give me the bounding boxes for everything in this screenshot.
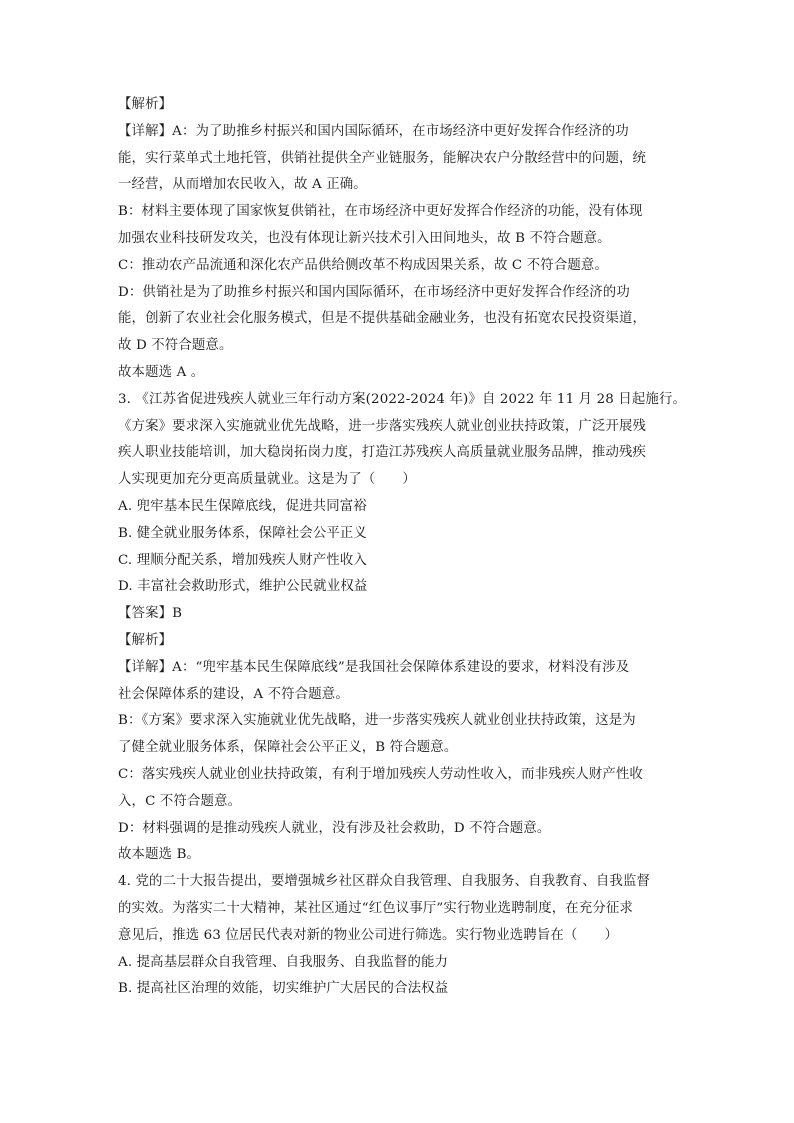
- text-line: 人实现更加充分更高质量就业。这是为了（ ）: [118, 472, 416, 488]
- text-line: 疾人职业技能培训，加大稳岗拓岗力度，打造江苏残疾人高质量就业服务品牌，推动残疾: [118, 445, 647, 461]
- text-line: 能，创新了农业社会化服务模式，但是不提供基础金融业务，也没有拓宽农民投资渠道，: [118, 311, 647, 327]
- text-line: A. 兜牢基本民生保障底线，促进共同富裕: [118, 498, 367, 514]
- text-line: 了健全就业服务体系，保障社会公平正义，B 符合题意。: [118, 740, 458, 756]
- text-line: 故本题选 A 。: [118, 364, 205, 380]
- text-line: 一经营，从而增加农民收入，故 A 正确。: [118, 177, 367, 193]
- text-line: 的实效。为落实二十大精神，某社区通过“红色议事厅”实行物业选聘制度，在充分征求: [118, 900, 633, 916]
- text-line: D：供销社是为了助推乡村振兴和国内国际循环，在市场经济中更好发挥合作经济的功: [118, 284, 630, 300]
- text-line: C：落实残疾人就业创业扶持政策，有利于增加残疾人劳动性收入，而非残疾人财产性收: [118, 766, 643, 782]
- text-line: 入，C 不符合题意。: [118, 793, 242, 809]
- text-line: C：推动农产品流通和深化农产品供给侧改革不构成因果关系，故 C 不符合题意。: [118, 257, 608, 273]
- document-body: [118, 92, 687, 1003]
- text-line: B：《方案》要求深入实施就业优先战略，进一步落实残疾人就业创业扶持政策，这是为: [118, 713, 636, 729]
- text-line: 4. 党的二十大报告提出，要增强城乡社区群众自我管理、自我服务、自我教育、自我监督: [118, 874, 651, 890]
- text-line: 社会保障体系的建设，A 不符合题意。: [118, 686, 349, 702]
- text-line: 【详解】A：“兜牢基本民生保障底线”是我国社会保障体系建设的要求，材料没有涉及: [118, 659, 630, 675]
- text-line: 故 D 不符合题意。: [118, 338, 233, 354]
- text-line: 能，实行菜单式土地托管，供销社提供全产业链服务，能解决农户分散经营中的问题，统: [118, 150, 647, 166]
- text-line: 故本题选 B。: [118, 847, 201, 863]
- text-line: B：材料主要体现了国家恢复供销社，在市场经济中更好发挥合作经济的功能，没有体现: [118, 204, 643, 220]
- text-line: 3. 《江苏省促进残疾人就业三年行动方案(2022-2024 年)》自 2022 年 11 月 28 日起施行。: [118, 391, 687, 407]
- text-line: D. 丰富社会救助形式，维护公民就业权益: [118, 579, 368, 595]
- text-line: D：材料强调的是推动残疾人就业，没有涉及社会救助，D 不符合题意。: [118, 820, 551, 836]
- text-line: 加强农业科技研发攻关，也没有体现让新兴技术引入田间地头，故 B 不符合题意。: [118, 230, 611, 246]
- text-line: 意见后，推选 63 位居民代表对新的物业公司进行筛选。实行物业选聘旨在（ ）: [118, 927, 619, 943]
- text-line: B. 健全就业服务体系，保障社会公平正义: [118, 525, 367, 541]
- text-line: C. 理顺分配关系，增加残疾人财产性收入: [118, 552, 367, 568]
- text-line: 【解析】: [118, 97, 173, 112]
- text-line: 【详解】A：为了助推乡村振兴和国内国际循环，在市场经济中更好发挥合作经济的功: [118, 123, 629, 139]
- text-line: B. 提高社区治理的效能，切实维护广大居民的合法权益: [118, 981, 449, 997]
- text-line: 【答案】B: [118, 606, 183, 622]
- text-line: 《方案》要求深入实施就业优先战略，进一步落实残疾人就业创业扶持政策，广泛开展残: [118, 418, 647, 434]
- text-line: A. 提高基层群众自我管理、自我服务、自我监督的能力: [118, 954, 449, 970]
- text-line: 【解析】: [118, 632, 173, 648]
